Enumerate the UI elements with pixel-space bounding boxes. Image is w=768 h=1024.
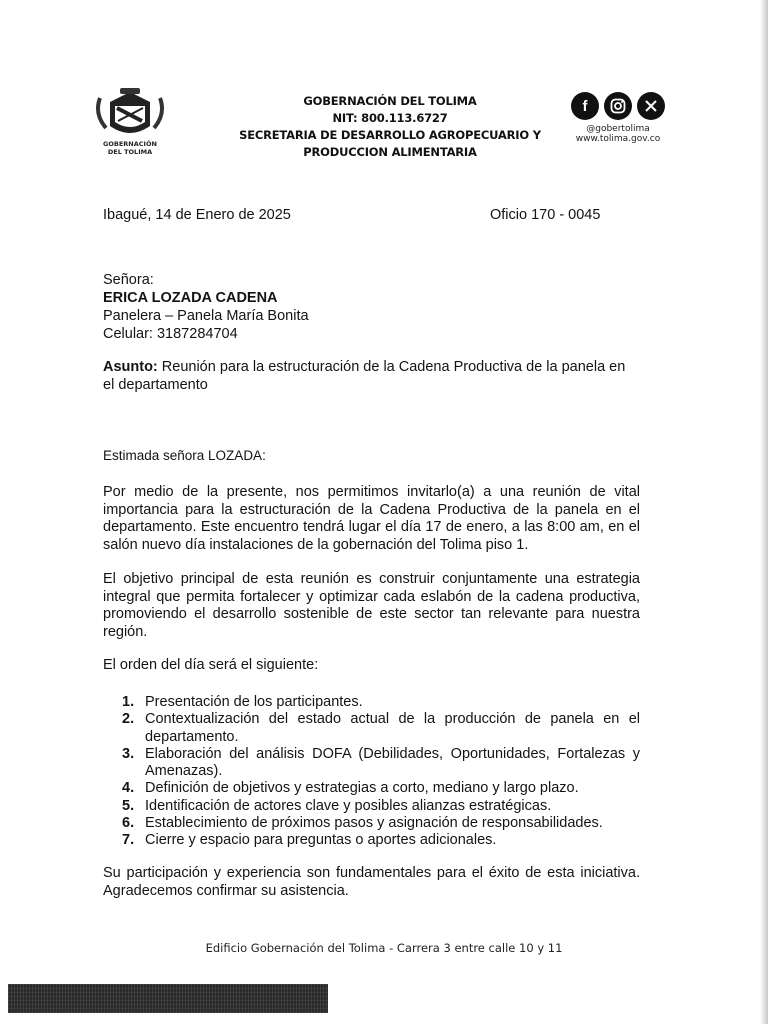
agenda-item: 5. Identificación de actores clave y posibles alianzas estratégicas. <box>122 797 552 814</box>
recipient-name: ERICA LOZADA CADENA <box>103 290 278 306</box>
agenda-list <box>122 694 640 850</box>
paragraph-closing: Su participación y experiencia son fundamentales para el éxito de esta iniciativa. Agradecemos confirmar su asistencia. <box>103 865 640 899</box>
scan-edge-shadow <box>760 0 768 1024</box>
social-block <box>560 92 676 144</box>
svg-text:DEL TOLIMA: DEL TOLIMA <box>107 148 153 156</box>
greeting: Estimada señora LOZADA: <box>103 448 266 463</box>
agenda-item: 7. Cierre y espacio para preguntas o aportes adicionales. <box>122 832 497 849</box>
facebook-icon[interactable]: f <box>571 92 599 120</box>
footer-address: Edificio Gobernación del Tolima - Carrera 3 entre calle 10 y 11 <box>205 941 563 955</box>
letter-date: Ibagué, 14 de Enero de 2025 <box>103 207 291 223</box>
secretaria-line1: SECRETARIA DE DESARROLLO AGROPECUARIO Y <box>239 128 541 142</box>
recipient-block <box>103 271 663 343</box>
subject-line <box>103 359 640 394</box>
svg-text:GOBERNACIÓN: GOBERNACIÓN <box>103 140 157 148</box>
agenda-item: 1. Presentación de los participantes. <box>122 694 363 710</box>
redacted-bar <box>8 984 328 1013</box>
recipient-company: Panelera – Panela María Bonita <box>103 308 309 324</box>
letterhead <box>200 93 580 161</box>
paragraph-objective: El objetivo principal de esta reunión es construir conjuntamente una estrategia integral que permita fortalecer y optimizar cada eslabón de la cadena productiva, promoviendo el desarrollo sostenible de este sector tan relevante para nuestra región. <box>103 571 640 640</box>
org-name: GOBERNACIÓN DEL TOLIMA <box>303 94 477 108</box>
x-icon[interactable] <box>637 92 665 120</box>
subject-label: Asunto: <box>103 359 158 375</box>
gobernacion-crest-logo <box>90 88 170 158</box>
recipient-phone: Celular: 3187284704 <box>103 326 238 342</box>
agenda-item: 2. Contextualización del estado actual de la producción de panela en el departamento. <box>122 711 640 745</box>
oficio-number: Oficio 170 - 0045 <box>490 207 601 223</box>
instagram-icon[interactable] <box>604 92 632 120</box>
agenda-item: 6. Establecimiento de próximos pasos y asignación de responsabilidades. <box>122 815 603 832</box>
social-handle: @gobertolima <box>586 124 650 134</box>
paragraph-invitation: Por medio de la presente, nos permitimos invitarlo(a) a una reunión de vital importancia para la estructuración de la Cadena Productiva de la panela en el departamento. Este encuentro tendrá lugar el día 17 de enero, a las 8:00 am, en el salón nuevo día instalaciones de la gobernación del Tolima piso 1. <box>103 484 640 553</box>
secretaria-line2: PRODUCCION ALIMENTARIA <box>303 145 477 159</box>
website-link[interactable]: www.tolima.gov.co <box>575 134 661 144</box>
agenda-item: 3. Elaboración del análisis DOFA (Debilidades, Oportunidades, Fortalezas y Amenazas). <box>122 745 640 780</box>
agenda-intro: El orden del día será el siguiente: <box>103 657 319 673</box>
org-nit: NIT: 800.113.6727 <box>332 111 448 125</box>
agenda-item: 4. Definición de objetivos y estrategias a corto, mediano y largo plazo. <box>122 780 579 797</box>
subject-text: Reunión para la estructuración de la Cadena Productiva de la panela en el departamento <box>103 359 626 393</box>
recipient-title: Señora: <box>103 272 154 288</box>
